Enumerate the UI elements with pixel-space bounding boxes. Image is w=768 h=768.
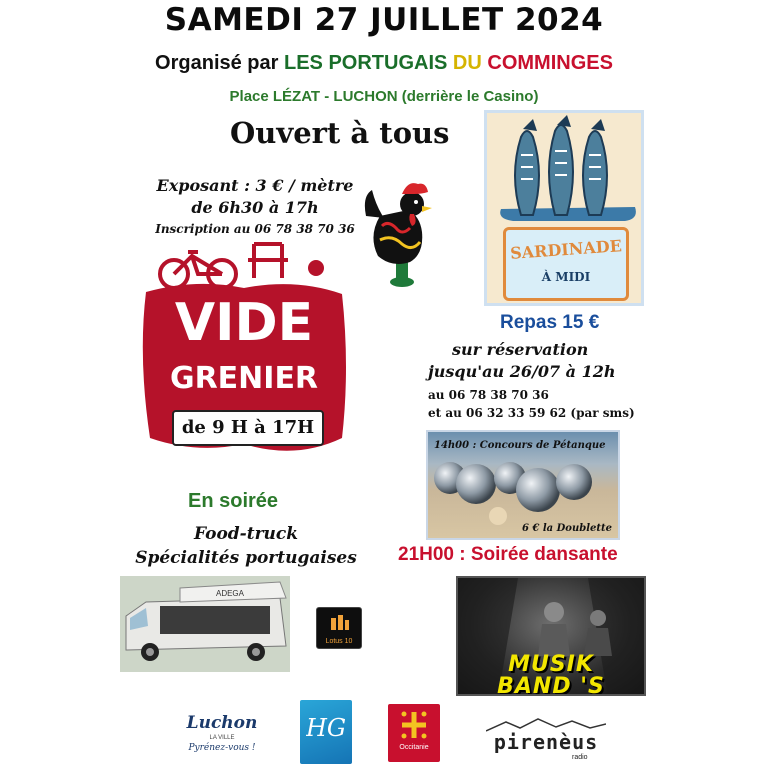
exhibitor-registration: Inscription au 06 78 38 70 36: [155, 222, 355, 236]
lotus-icon: [330, 614, 350, 632]
grenier-title: GRENIER: [169, 361, 319, 396]
petanque-balls-icon: [428, 454, 620, 530]
luchon-logo: [176, 713, 268, 759]
pireneus-radio-logo: [476, 718, 616, 762]
sardinade-poster: [484, 110, 644, 306]
haute-garonne-emblem: [306, 708, 346, 748]
occitanie-logo: [388, 704, 440, 762]
evening-food-truck: Food-truck: [193, 524, 299, 544]
meal-phone-2: et au 06 32 33 59 62 (par sms): [428, 406, 635, 420]
lotus-logo: [316, 607, 362, 649]
food-truck-icon: [120, 576, 290, 672]
organized-by-label: Organisé par: [155, 52, 279, 74]
luchon-subtitle: LA VILLE: [209, 735, 235, 741]
sardinade-title: SARDINADE: [509, 236, 623, 263]
band-poster: [456, 576, 646, 696]
organizer-part-3: COMMINGES: [487, 52, 613, 74]
organizer-part-2: DU: [452, 52, 482, 74]
haute-garonne-logo: [300, 700, 352, 764]
hg-letters: HG: [306, 714, 346, 742]
meal-phone-1: au 06 78 38 70 36: [428, 388, 549, 402]
sardine-icon: [493, 115, 641, 229]
meal-price: Repas 15 €: [500, 312, 600, 333]
vide-title: VIDE: [174, 293, 314, 353]
luchon-name: Luchon: [186, 713, 258, 733]
occitanie-name: Occitanie: [399, 744, 429, 751]
truck-sign: ADEGA: [215, 589, 245, 598]
chair-icon: [248, 244, 288, 278]
pireneus-radio-label: radio: [572, 754, 588, 761]
lotus-name: Lotus 10: [325, 638, 353, 645]
petanque-price: 6 € la Doublette: [521, 523, 612, 534]
petanque-caption: 14h00 : Concours de Pétanque: [434, 440, 606, 451]
vide-grenier-hours: de 9 H à 17H: [172, 410, 324, 446]
band-name-line-1: MUSIK: [508, 652, 594, 677]
organizer-line: [0, 52, 768, 75]
occitan-cross-icon: [400, 710, 428, 740]
bicycle-icon: [160, 252, 236, 288]
sardinade-label: [503, 227, 629, 301]
petanque-poster: [426, 430, 620, 540]
luchon-slogan: Pyrénez-vous !: [188, 743, 256, 753]
exhibitor-price: Exposant : 3 € / mètre: [156, 176, 354, 195]
exhibitor-hours: de 6h30 à 17h: [191, 198, 319, 217]
band-name-line-2: BAND 'S: [497, 674, 605, 696]
evening-specialities: Spécialités portugaises: [135, 548, 357, 568]
rooster-icon: [362, 176, 444, 290]
open-to-all: Ouvert à tous: [230, 116, 450, 150]
organizer-part-1: LES PORTUGAIS: [284, 52, 448, 74]
evening-dance: 21H00 : Soirée dansante: [398, 544, 618, 565]
event-date-title: SAMEDI 27 JUILLET 2024: [164, 2, 604, 38]
sardinade-time: À MIDI: [541, 270, 591, 284]
event-place: Place LÉZAT - LUCHON (derrière le Casino): [229, 88, 539, 105]
evening-heading: En soirée: [188, 490, 279, 512]
meal-reservation: sur réservation: [452, 340, 589, 359]
meal-deadline: jusqu'au 26/07 à 12h: [428, 362, 616, 381]
pireneus-name: pirenèus: [493, 730, 599, 754]
